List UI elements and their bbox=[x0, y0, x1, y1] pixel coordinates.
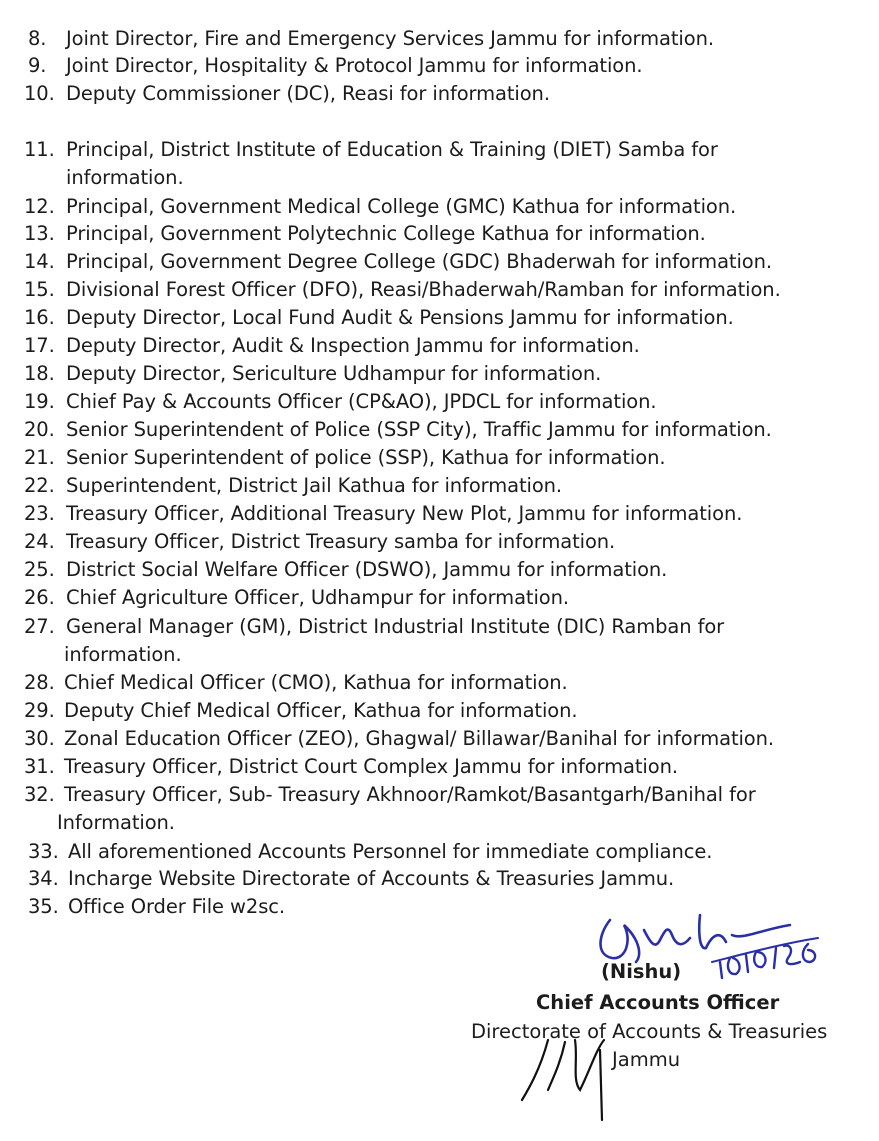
list-item-number: 28. bbox=[24, 671, 55, 694]
list-item-text: Deputy Director, Local Fund Audit & Pensions Jammu for information. bbox=[66, 306, 734, 329]
list-item-text: Superintendent, District Jail Kathua for information. bbox=[66, 474, 563, 497]
list-item-text: Information. bbox=[57, 811, 175, 834]
list-item-text: Chief Agriculture Officer, Udhampur for information. bbox=[66, 586, 569, 609]
list-item-number: 22. bbox=[24, 474, 55, 497]
list-item-text: Principal, District Institute of Education & Training (DIET) Samba for bbox=[66, 138, 718, 161]
list-item-text: information. bbox=[64, 643, 182, 666]
list-item-text: Deputy Chief Medical Officer, Kathua for information. bbox=[64, 699, 578, 722]
list-item-text: Chief Medical Officer (CMO), Kathua for information. bbox=[64, 671, 568, 694]
list-item-text: Chief Pay & Accounts Officer (CP&AO), JPDCL for information. bbox=[66, 390, 657, 413]
list-item-number: 21. bbox=[24, 446, 55, 469]
list-item-number: 32. bbox=[24, 783, 55, 806]
list-item-number: 20. bbox=[24, 418, 55, 441]
list-item-number: 34. bbox=[28, 867, 59, 890]
list-item-text: Principal, Government Degree College (GDC) Bhaderwah for information. bbox=[66, 250, 772, 273]
list-item-number: 31. bbox=[24, 755, 55, 778]
list-item-text: All aforementioned Accounts Personnel for immediate compliance. bbox=[68, 840, 713, 863]
list-item-text: information. bbox=[66, 166, 184, 189]
list-item-number: 29. bbox=[24, 699, 55, 722]
list-item-number: 25. bbox=[24, 558, 55, 581]
list-item-text: Senior Superintendent of Police (SSP City), Traffic Jammu for information. bbox=[66, 418, 772, 441]
list-item-text: Principal, Government Medical College (GMC) Kathua for information. bbox=[66, 195, 737, 218]
list-item-number: 14. bbox=[24, 250, 55, 273]
list-item-number: 9. bbox=[28, 54, 47, 77]
list-item-number: 8. bbox=[28, 27, 47, 50]
list-item-number: 11. bbox=[24, 138, 55, 161]
list-item-number: 16. bbox=[24, 306, 55, 329]
list-item-text: Deputy Director, Sericulture Udhampur for information. bbox=[66, 362, 602, 385]
list-item-number: 24. bbox=[24, 530, 55, 553]
list-item-text: District Social Welfare Officer (DSWO), Jammu for information. bbox=[66, 558, 668, 581]
list-item-number: 30. bbox=[24, 727, 55, 750]
list-item-number: 13. bbox=[24, 222, 55, 245]
list-item-number: 12. bbox=[24, 195, 55, 218]
list-item-number: 10. bbox=[24, 82, 55, 105]
list-item-number: 23. bbox=[24, 502, 55, 525]
list-item-number: 19. bbox=[24, 390, 55, 413]
list-item-number: 33. bbox=[28, 840, 59, 863]
signatory-office: Directorate of Accounts & Treasuries bbox=[471, 1020, 828, 1043]
list-item-number: 35. bbox=[28, 895, 59, 918]
list-item-text: Deputy Director, Audit & Inspection Jammu for information. bbox=[66, 334, 640, 357]
list-item-number: 27. bbox=[24, 615, 55, 638]
list-item-text: Joint Director, Fire and Emergency Services Jammu for information. bbox=[66, 27, 714, 50]
list-item-text: Treasury Officer, District Treasury samba for information. bbox=[66, 530, 616, 553]
list-item-text: Divisional Forest Officer (DFO), Reasi/Bhaderwah/Ramban for information. bbox=[66, 278, 781, 301]
list-item-text: Treasury Officer, Sub- Treasury Akhnoor/Ramkot/Basantgarh/Banihal for bbox=[64, 783, 756, 806]
list-item-text: Treasury Officer, District Court Complex Jammu for information. bbox=[64, 755, 678, 778]
signatory-city: Jammu bbox=[612, 1048, 681, 1071]
list-item-text: Senior Superintendent of police (SSP), Kathua for information. bbox=[66, 446, 666, 469]
list-item-number: 26. bbox=[24, 586, 55, 609]
list-item-text: Office Order File w2sc. bbox=[68, 895, 285, 918]
list-item-text: General Manager (GM), District Industrial Institute (DIC) Ramban for bbox=[66, 615, 725, 638]
list-item-text: Zonal Education Officer (ZEO), Ghagwal/ Billawar/Banihal for information. bbox=[64, 727, 774, 750]
list-item-text: Joint Director, Hospitality & Protocol Jammu for information. bbox=[66, 54, 643, 77]
list-item-number: 17. bbox=[24, 334, 55, 357]
list-item-text: Principal, Government Polytechnic College Kathua for information. bbox=[66, 222, 706, 245]
list-item-number: 15. bbox=[24, 278, 55, 301]
list-item-text: Treasury Officer, Additional Treasury New Plot, Jammu for information. bbox=[66, 502, 743, 525]
list-item-number: 18. bbox=[24, 362, 55, 385]
signatory-designation: Chief Accounts Officer bbox=[536, 991, 780, 1014]
list-item-text: Incharge Website Directorate of Accounts & Treasuries Jammu. bbox=[68, 867, 675, 890]
list-item-text: Deputy Commissioner (DC), Reasi for information. bbox=[66, 82, 550, 105]
signatory-name: (Nishu) bbox=[601, 960, 682, 983]
